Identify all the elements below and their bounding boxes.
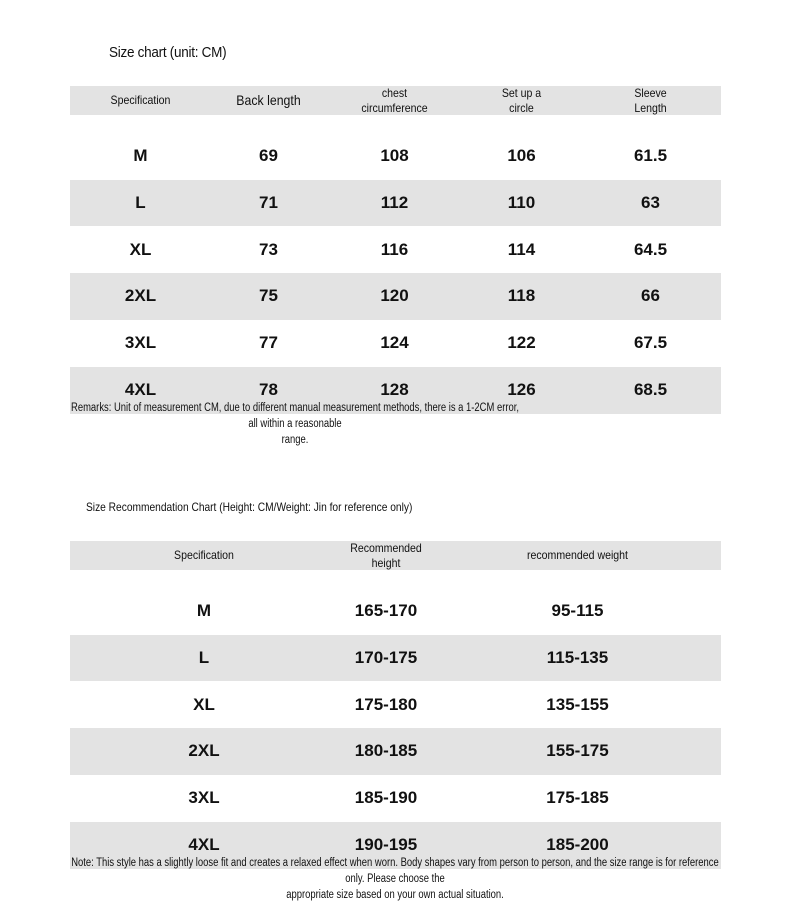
size-cell: 3XL <box>188 788 220 808</box>
chest-cell: 120 <box>380 286 409 306</box>
header-specification: Specification <box>174 548 234 563</box>
recommendation-chart-title: Size Recommendation Chart (Height: CM/Weight: Jin for reference only) <box>86 500 413 514</box>
header-sleeve-length: Sleeve Length <box>634 86 667 115</box>
height-cell: 185-190 <box>354 788 418 808</box>
circle-cell: 114 <box>507 239 536 259</box>
height-cell: 165-170 <box>354 601 418 620</box>
recommendation-table <box>70 541 721 869</box>
size-cell: 2XL <box>124 286 157 306</box>
weight-cell: 155-175 <box>546 741 609 761</box>
size-cell: L <box>135 192 146 212</box>
table-row <box>70 728 721 775</box>
size-cell: 2XL <box>188 741 220 761</box>
table-row <box>70 588 721 635</box>
chest-cell: 108 <box>380 146 409 165</box>
back-length-cell: 71 <box>259 192 278 212</box>
table-row <box>70 180 721 227</box>
size-cell: M <box>196 601 212 620</box>
back-length-cell: 78 <box>259 379 278 399</box>
size-chart-table <box>70 86 721 414</box>
table-row <box>70 133 721 180</box>
header-back-length: Back length <box>236 92 301 109</box>
weight-cell: 135-155 <box>546 694 609 714</box>
circle-cell: 110 <box>507 192 536 212</box>
sleeve-cell: 68.5 <box>633 379 668 399</box>
size-cell: 3XL <box>124 333 157 353</box>
sleeve-cell: 64.5 <box>633 239 668 259</box>
header-recommended-weight: recommended weight <box>527 548 628 563</box>
sleeve-cell: 67.5 <box>633 333 668 353</box>
back-length-cell: 77 <box>259 333 278 353</box>
size-cell: XL <box>129 239 152 259</box>
height-cell: 190-195 <box>354 834 418 854</box>
table-row <box>70 273 721 320</box>
chest-cell: 128 <box>380 379 409 399</box>
size-cell: 4XL <box>124 379 157 399</box>
chest-cell: 124 <box>380 333 409 353</box>
sleeve-cell: 63 <box>641 192 660 212</box>
circle-cell: 118 <box>507 286 536 306</box>
chest-cell: 112 <box>380 192 409 212</box>
size-chart-header-row <box>70 86 721 115</box>
back-length-cell: 73 <box>259 239 278 259</box>
header-recommended-height: Recommended height <box>350 541 422 570</box>
sleeve-cell: 61.5 <box>633 146 668 165</box>
table-row <box>70 320 721 367</box>
table-row <box>70 775 721 822</box>
table-row <box>70 681 721 728</box>
chest-cell: 116 <box>380 239 409 259</box>
height-cell: 170-175 <box>354 647 418 667</box>
size-cell: M <box>133 146 148 165</box>
size-cell: L <box>198 647 210 667</box>
weight-cell: 185-200 <box>546 834 609 854</box>
header-chest-circumference: chest circumference <box>361 86 428 115</box>
size-chart-title: Size chart (unit: CM) <box>109 44 227 61</box>
weight-cell: 115-135 <box>546 647 609 667</box>
size-cell: XL <box>193 694 215 714</box>
weight-cell: 95-115 <box>551 601 604 620</box>
circle-cell: 126 <box>507 379 536 399</box>
circle-cell: 122 <box>507 333 536 353</box>
table-row <box>70 226 721 273</box>
header-set-up-circle: Set up a circle <box>501 86 542 115</box>
header-specification: Specification <box>110 93 171 108</box>
size-chart-remark: Remarks: Unit of measurement CM, due to different manual measurement methods, there is a 1-2CM error, all within a reasonable range. <box>71 402 519 446</box>
recommendation-header-row <box>70 541 721 570</box>
table-row <box>70 635 721 682</box>
circle-cell: 106 <box>507 146 536 165</box>
sleeve-cell: 66 <box>641 286 660 306</box>
size-cell: 4XL <box>188 834 220 854</box>
back-length-cell: 69 <box>259 146 278 165</box>
height-cell: 175-180 <box>354 694 418 714</box>
height-cell: 180-185 <box>354 741 418 761</box>
recommendation-note: Note: This style has a slightly loose fit and creates a relaxed effect when worn. Body shapes vary from person to person, and the size range is for reference only. Please choose the appropriate size based on your own actual situation. <box>71 857 719 901</box>
back-length-cell: 75 <box>259 286 278 306</box>
weight-cell: 175-185 <box>546 788 609 808</box>
